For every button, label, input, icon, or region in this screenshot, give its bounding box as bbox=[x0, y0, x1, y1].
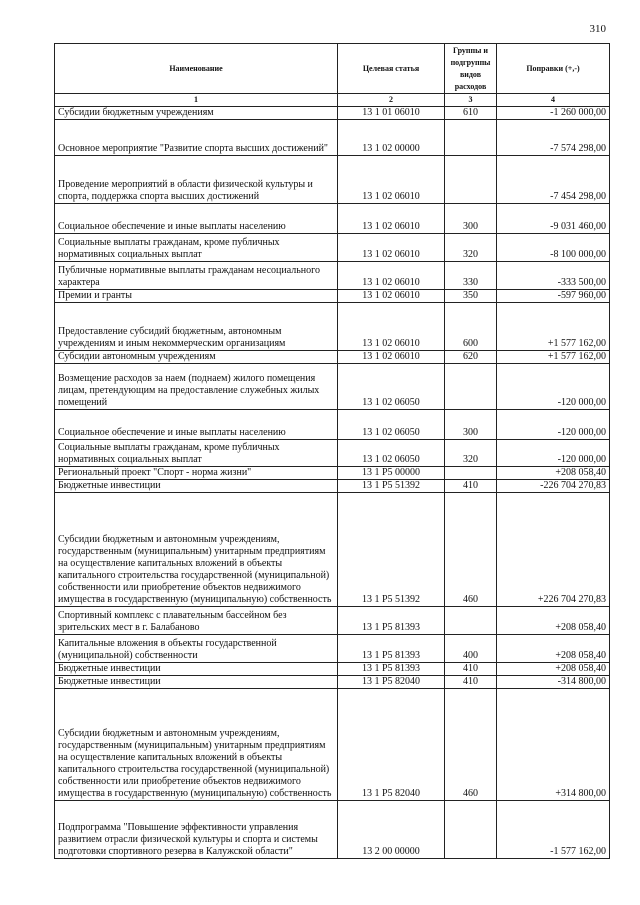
table-row bbox=[55, 676, 610, 689]
row-group: 330 bbox=[445, 262, 497, 290]
row-group bbox=[445, 467, 497, 480]
row-group: 460 bbox=[445, 689, 497, 801]
row-code: 13 1 P5 81393 bbox=[338, 635, 445, 663]
table-row bbox=[55, 351, 610, 364]
column-number: 4 bbox=[497, 94, 610, 107]
table-row bbox=[55, 635, 610, 663]
row-group: 410 bbox=[445, 663, 497, 676]
budget-amendments-table bbox=[54, 43, 610, 859]
row-amount: +314 800,00 bbox=[497, 689, 610, 801]
row-name: Публичные нормативные выплаты гражданам несоциального характера bbox=[55, 262, 338, 290]
column-number: 3 bbox=[445, 94, 497, 107]
row-amount: -120 000,00 bbox=[497, 440, 610, 467]
row-name: Субсидии бюджетным и автономным учреждениям, государственным (муниципальным) унитарным предприятиям на осуществление капитальных вложений в объекты капитального строительства государственной (муниципальной) собственности или приобретение объектов недвижимого имущества в государственную (муниципальную) собственность bbox=[55, 689, 338, 801]
row-group: 350 bbox=[445, 290, 497, 303]
row-group bbox=[445, 607, 497, 635]
row-code: 13 1 02 06050 bbox=[338, 440, 445, 467]
page-number: 310 bbox=[589, 23, 606, 35]
row-name: Бюджетные инвестиции bbox=[55, 663, 338, 676]
row-code: 13 2 00 00000 bbox=[338, 801, 445, 859]
header-name: Наименование bbox=[55, 44, 338, 94]
row-amount: +208 058,40 bbox=[497, 607, 610, 635]
row-code: 13 1 02 06010 bbox=[338, 303, 445, 351]
row-name: Социальное обеспечение и иные выплаты населению bbox=[55, 410, 338, 440]
row-name: Социальные выплаты гражданам, кроме публичных нормативных социальных выплат bbox=[55, 440, 338, 467]
header-amount: Поправки (+,-) bbox=[497, 44, 610, 94]
row-group: 460 bbox=[445, 493, 497, 607]
row-name: Подпрограмма "Повышение эффективности управления развитием отрасли физической культуры и спорта и системы подготовки спортивного резерва в Калужской области" bbox=[55, 801, 338, 859]
row-group: 610 bbox=[445, 107, 497, 120]
table-row bbox=[55, 663, 610, 676]
row-code: 13 1 02 06010 bbox=[338, 262, 445, 290]
table-row bbox=[55, 467, 610, 480]
column-number-row bbox=[55, 94, 610, 107]
row-code: 13 1 P5 51392 bbox=[338, 493, 445, 607]
row-name: Премии и гранты bbox=[55, 290, 338, 303]
table-row bbox=[55, 364, 610, 410]
row-name: Капитальные вложения в объекты государственной (муниципальной) собственности bbox=[55, 635, 338, 663]
row-amount: -597 960,00 bbox=[497, 290, 610, 303]
row-name: Предоставление субсидий бюджетным, автономным учреждениям и иным некоммерческим организациям bbox=[55, 303, 338, 351]
table-row bbox=[55, 120, 610, 156]
row-name: Бюджетные инвестиции bbox=[55, 676, 338, 689]
row-code: 13 1 02 06010 bbox=[338, 290, 445, 303]
row-code: 13 1 P5 00000 bbox=[338, 467, 445, 480]
row-code: 13 1 P5 81393 bbox=[338, 607, 445, 635]
header-group: Группы и подгруппы видов расходов bbox=[445, 44, 497, 94]
row-name: Субсидии автономным учреждениям bbox=[55, 351, 338, 364]
table-row bbox=[55, 410, 610, 440]
table-row bbox=[55, 801, 610, 859]
row-group: 320 bbox=[445, 440, 497, 467]
row-amount: -314 800,00 bbox=[497, 676, 610, 689]
row-name: Спортивный комплекс с плавательным бассейном без зрительских мест в г. Балабаново bbox=[55, 607, 338, 635]
column-number: 1 bbox=[55, 94, 338, 107]
row-code: 13 1 P5 82040 bbox=[338, 676, 445, 689]
table-row bbox=[55, 689, 610, 801]
row-group: 410 bbox=[445, 480, 497, 493]
row-amount: +1 577 162,00 bbox=[497, 351, 610, 364]
column-number: 2 bbox=[338, 94, 445, 107]
table-row bbox=[55, 262, 610, 290]
row-code: 13 1 01 06010 bbox=[338, 107, 445, 120]
row-group: 400 bbox=[445, 635, 497, 663]
row-amount: -1 260 000,00 bbox=[497, 107, 610, 120]
row-name: Социальные выплаты гражданам, кроме публичных нормативных социальных выплат bbox=[55, 234, 338, 262]
row-group: 600 bbox=[445, 303, 497, 351]
row-group bbox=[445, 801, 497, 859]
row-amount: +208 058,40 bbox=[497, 663, 610, 676]
row-group: 300 bbox=[445, 410, 497, 440]
table-row bbox=[55, 290, 610, 303]
row-amount: -1 577 162,00 bbox=[497, 801, 610, 859]
header-code: Целевая статья bbox=[338, 44, 445, 94]
row-amount: -9 031 460,00 bbox=[497, 204, 610, 234]
row-name: Проведение мероприятий в области физической культуры и спорта, поддержка спорта высших достижений bbox=[55, 156, 338, 204]
row-name: Региональный проект "Спорт - норма жизни" bbox=[55, 467, 338, 480]
table-row bbox=[55, 156, 610, 204]
table-row bbox=[55, 204, 610, 234]
row-name: Субсидии бюджетным и автономным учреждениям, государственным (муниципальным) унитарным предприятиям на осуществление капитальных вложений в объекты капитального строительства государственной (муниципальной) собственности или приобретение объектов недвижимого имущества в государственную (муниципальную) собственность bbox=[55, 493, 338, 607]
row-code: 13 1 02 06010 bbox=[338, 351, 445, 364]
table-row bbox=[55, 607, 610, 635]
row-amount: +208 058,40 bbox=[497, 635, 610, 663]
row-amount: -7 574 298,00 bbox=[497, 120, 610, 156]
table-row bbox=[55, 493, 610, 607]
row-code: 13 1 02 06050 bbox=[338, 364, 445, 410]
row-amount: -333 500,00 bbox=[497, 262, 610, 290]
row-code: 13 1 P5 51392 bbox=[338, 480, 445, 493]
row-amount: +1 577 162,00 bbox=[497, 303, 610, 351]
row-name: Социальное обеспечение и иные выплаты населению bbox=[55, 204, 338, 234]
row-name: Субсидии бюджетным учреждениям bbox=[55, 107, 338, 120]
table-row bbox=[55, 234, 610, 262]
row-name: Бюджетные инвестиции bbox=[55, 480, 338, 493]
row-code: 13 1 02 06010 bbox=[338, 156, 445, 204]
table-row bbox=[55, 303, 610, 351]
row-group: 620 bbox=[445, 351, 497, 364]
row-code: 13 1 P5 81393 bbox=[338, 663, 445, 676]
row-amount: -8 100 000,00 bbox=[497, 234, 610, 262]
row-amount: +226 704 270,83 bbox=[497, 493, 610, 607]
row-group: 300 bbox=[445, 204, 497, 234]
row-group bbox=[445, 364, 497, 410]
row-group: 410 bbox=[445, 676, 497, 689]
row-amount: -7 454 298,00 bbox=[497, 156, 610, 204]
table-row bbox=[55, 440, 610, 467]
row-code: 13 1 02 00000 bbox=[338, 120, 445, 156]
row-code: 13 1 P5 82040 bbox=[338, 689, 445, 801]
row-code: 13 1 02 06010 bbox=[338, 234, 445, 262]
row-name: Возмещение расходов за наем (поднаем) жилого помещения лицам, претендующим на предоставление служебных жилых помещений bbox=[55, 364, 338, 410]
table-header-row bbox=[55, 44, 610, 94]
row-amount: -120 000,00 bbox=[497, 364, 610, 410]
row-group bbox=[445, 156, 497, 204]
table-row bbox=[55, 107, 610, 120]
table-row bbox=[55, 480, 610, 493]
row-code: 13 1 02 06050 bbox=[338, 410, 445, 440]
row-group: 320 bbox=[445, 234, 497, 262]
row-code: 13 1 02 06010 bbox=[338, 204, 445, 234]
row-name: Основное мероприятие "Развитие спорта высших достижений" bbox=[55, 120, 338, 156]
row-amount: -226 704 270,83 bbox=[497, 480, 610, 493]
row-amount: +208 058,40 bbox=[497, 467, 610, 480]
row-group bbox=[445, 120, 497, 156]
row-amount: -120 000,00 bbox=[497, 410, 610, 440]
